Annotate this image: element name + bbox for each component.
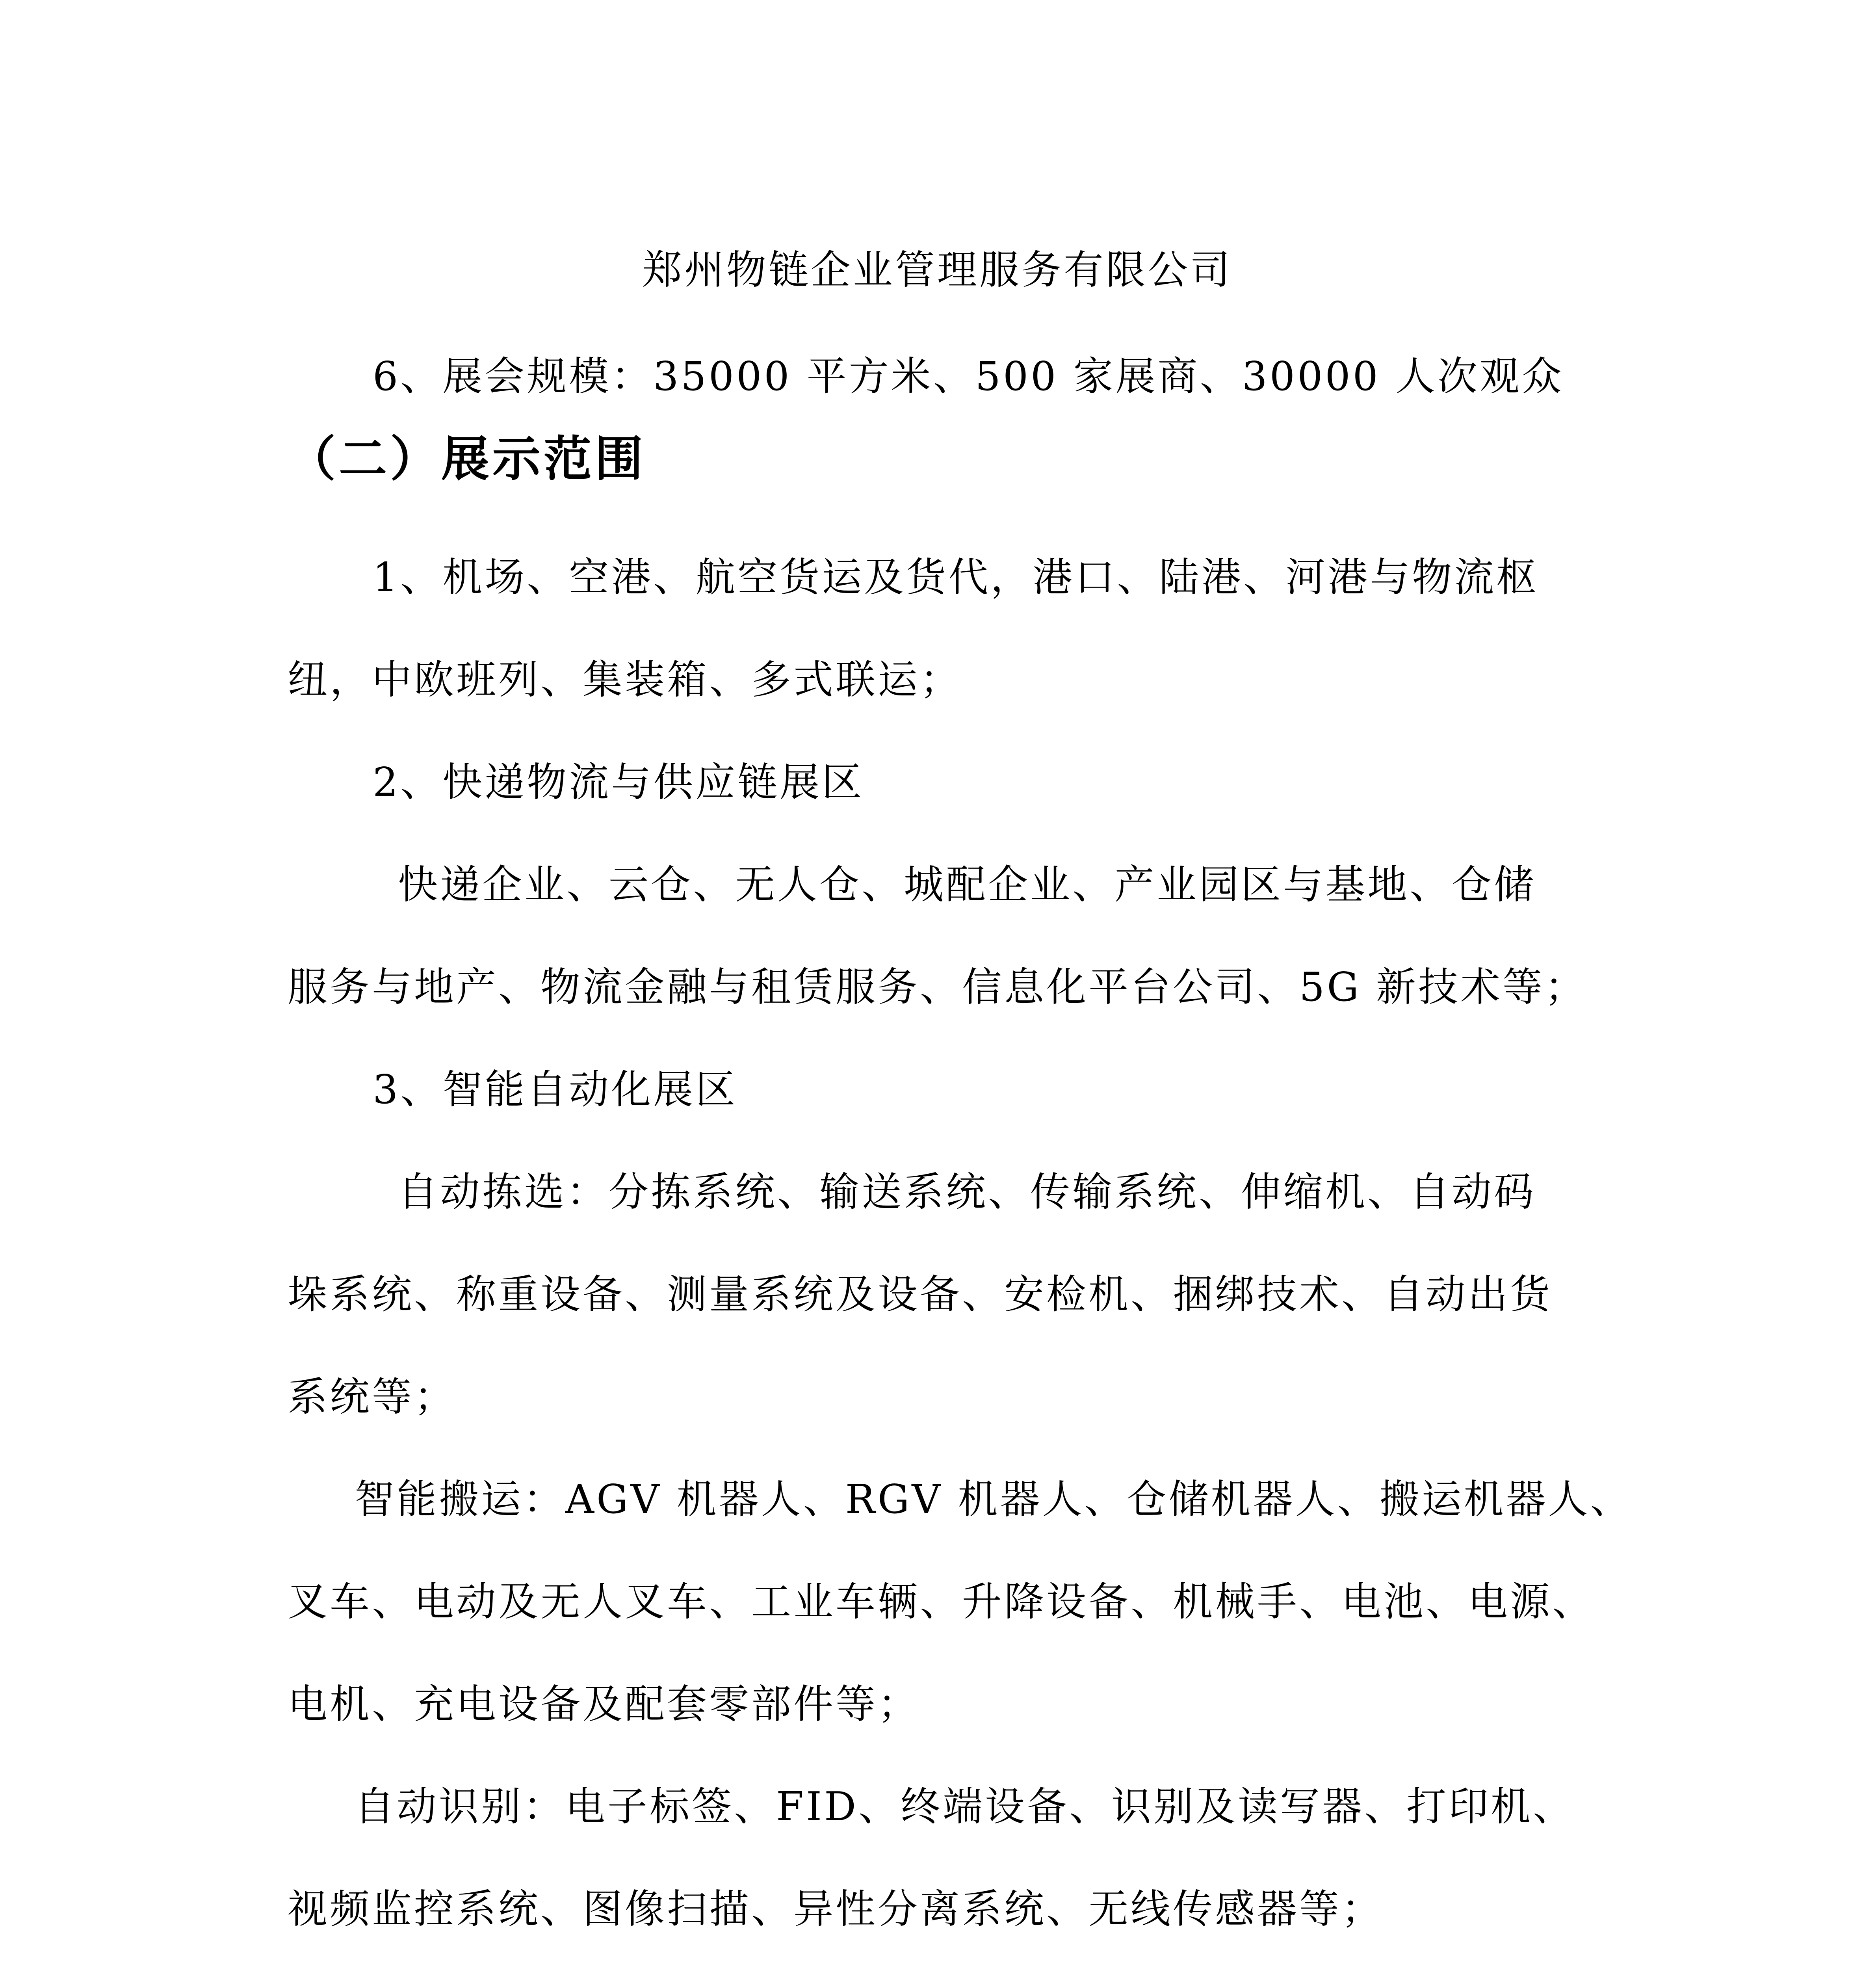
paragraph-line: 2、快递物流与供应链展区 [373,759,864,805]
paragraph-line: 快递企业、云仓、无人仓、城配企业、产业园区与基地、仓储 [398,861,1536,908]
section-title: （二）展示范围 [288,431,646,487]
paragraph-line: 电机、充电设备及配套零部件等； [288,1681,920,1727]
paragraph-line: 智能搬运：AGV 机器人、RGV 机器人、仓储机器人、搬运机器人、 [355,1476,1633,1522]
paragraph-line: 垛系统、称重设备、测量系统及设备、安检机、捆绑技术、自动出货 [288,1271,1553,1318]
exhibition-scale: 6、展会规模：35000 平方米、500 家展商、30000 人次观众 [373,353,1564,400]
paragraph-line: 自动拣选：分拣系统、输送系统、传输系统、伸缩机、自动码 [398,1169,1536,1215]
paragraph-line: 纽，中欧班列、集装箱、多式联运； [288,656,962,703]
paragraph-line: 1、机场、空港、航空货运及货代，港口、陆港、河港与物流枢 [373,554,1539,600]
paragraph-line: 服务与地产、物流金融与租赁服务、信息化平台公司、5G 新技术等； [288,964,1587,1010]
paragraph-line: 自动识别：电子标签、FID、终端设备、识别及读写器、打印机、 [355,1783,1575,1830]
paragraph-line: 叉车、电动及无人叉车、工业车辆、升降设备、机械手、电池、电源、 [288,1578,1595,1625]
company-name: 郑州物链企业管理服务有限公司 [642,247,1233,293]
paragraph-line: 3、智能自动化展区 [373,1066,738,1113]
paragraph-line: 系统等； [288,1373,457,1420]
paragraph-line: 视频监控系统、图像扫描、异性分离系统、无线传感器等； [288,1886,1384,1932]
